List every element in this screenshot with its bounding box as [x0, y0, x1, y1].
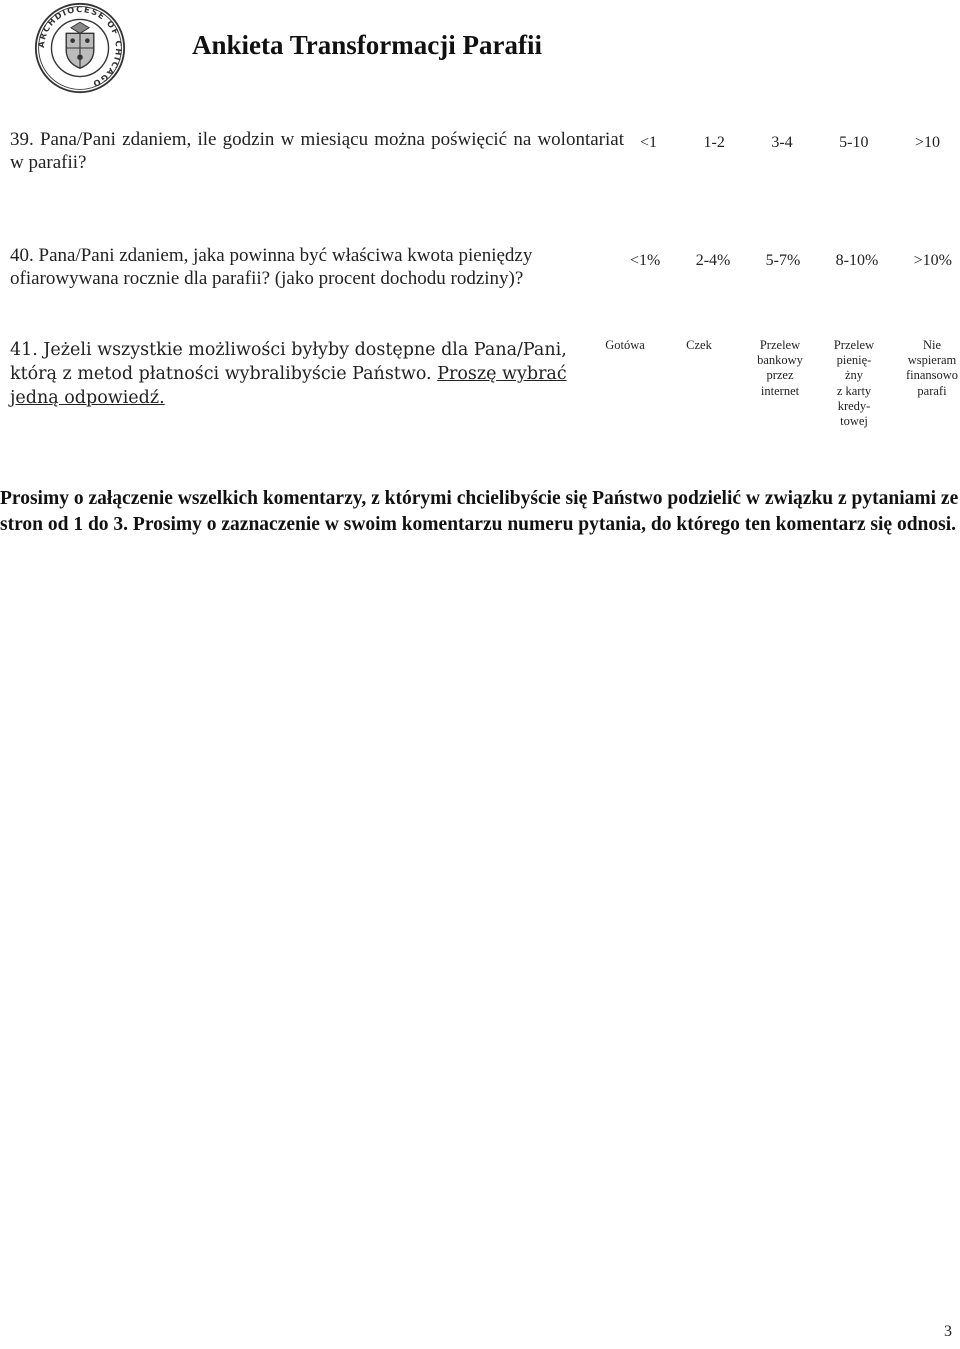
svg-text:ARCHDIOCESE OF CHICAGO: ARCHDIOCESE OF CHICAGO: [35, 4, 125, 90]
payment-option-check[interactable]: [676, 338, 722, 353]
option-label[interactable]: <1: [640, 134, 658, 151]
payment-option-no-support[interactable]: [898, 338, 960, 399]
option-label[interactable]: 2-4%: [695, 252, 731, 269]
option-line: przez: [766, 368, 794, 383]
payment-option-bank-transfer[interactable]: [748, 338, 812, 399]
question-40-text: 40. Pana/Pani zdaniem, jaka powinna być właściwa kwota pieniędzy ofiarowywana rocznie dla parafii? (jako procent dochodu rodziny)?: [10, 245, 533, 289]
archdiocese-seal-logo: [34, 2, 126, 94]
option-line: Gotówa: [605, 338, 645, 352]
comments-instruction: Prosimy o załączenie wszelkich komentarzy, z którymi chcielibyście się Państwo podzielić w związku z pytaniami ze stron od 1 do 3. Prosimy o zaznaczenie w swoim komentarzu numeru pytania, do którego ten komentarz się odnosi.: [0, 488, 959, 535]
option-label[interactable]: 5-7%: [765, 252, 801, 269]
payment-option-cash[interactable]: [600, 338, 650, 353]
page-number: 3: [944, 1323, 952, 1340]
option-line: żny: [844, 368, 864, 383]
option-line: wspieram: [907, 353, 957, 368]
option-line: Nie: [922, 338, 942, 352]
option-label[interactable]: 3-4: [771, 134, 793, 151]
question-40-options: [630, 252, 952, 270]
option-line: bankowy: [757, 353, 803, 368]
option-line: kredy-: [837, 398, 871, 413]
question-41-main-text: 41. Jeżeli wszystkie możliwości byłyby dostępne dla Pana/Pani, którą z metod płatności wybralibyście Państwo.: [10, 340, 567, 384]
option-label[interactable]: <1%: [630, 252, 661, 269]
option-label[interactable]: >10: [914, 134, 940, 151]
option-label[interactable]: 5-10: [839, 134, 869, 151]
option-label[interactable]: 8-10%: [835, 252, 879, 269]
question-41-text: [10, 338, 600, 410]
option-line: pienię-: [836, 353, 872, 368]
option-line: internet: [760, 383, 800, 398]
payment-option-credit-card[interactable]: [826, 338, 882, 429]
option-line: parafi: [917, 383, 947, 398]
question-41-instruction: Proszę wybrać jedną odpowiedź.: [10, 364, 567, 408]
option-label[interactable]: >10%: [913, 252, 952, 269]
option-line: Przelew: [759, 338, 801, 352]
option-label[interactable]: 1-2: [703, 134, 725, 151]
option-line: finansowo: [905, 368, 959, 383]
option-line: Przelew: [833, 338, 875, 352]
option-line: z karty: [836, 383, 872, 398]
question-39-options: [640, 134, 940, 152]
question-39-text: 39. Pana/Pani zdaniem, ile godzin w miesiącu można poświęcić na wolontariat w parafii?: [10, 129, 624, 173]
option-line: towej: [840, 414, 868, 429]
document-title: Ankieta Transformacji Parafii: [192, 30, 542, 60]
option-line: Czek: [686, 338, 712, 352]
